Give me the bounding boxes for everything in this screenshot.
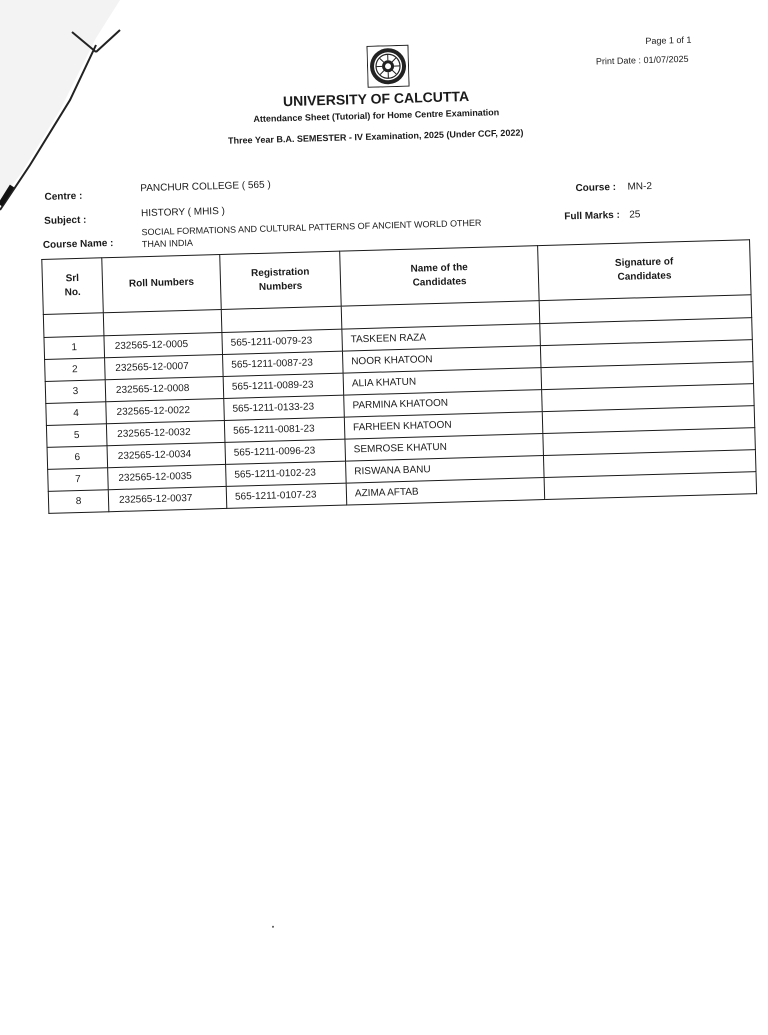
course-name-label: Course Name :	[42, 237, 114, 251]
cell-registration: 565-1211-0079-23	[222, 329, 343, 354]
col-header-name-line2: Candidates	[412, 276, 467, 289]
cell-signature	[544, 472, 757, 500]
cell-srl: 2	[45, 358, 106, 382]
full-marks-label: Full Marks :	[564, 209, 621, 223]
cell-srl: 8	[48, 490, 109, 514]
cell-srl: 3	[45, 380, 106, 404]
exam-title: Three Year B.A. SEMESTER - IV Examination, 2025 (Under CCF, 2022)	[227, 127, 524, 146]
col-header-reg-line1: Registration	[250, 266, 310, 280]
col-header-srl-line2: No.	[64, 286, 81, 299]
sheet-subtitle: Attendance Sheet (Tutorial) for Home Centre Examination	[253, 107, 500, 125]
print-date	[596, 54, 689, 67]
centre-label: Centre :	[44, 190, 83, 203]
col-header-srl-line1: Srl	[65, 272, 80, 285]
attendance-table	[41, 239, 757, 514]
cell-srl: 5	[46, 424, 107, 448]
cell-roll: 232565-12-0008	[105, 376, 224, 401]
col-header-name-line1: Name of the	[410, 262, 468, 275]
col-header-name	[340, 246, 539, 307]
print-date-value: 01/07/2025	[643, 53, 689, 66]
cell-candidate-name: RISWANA BANU	[346, 456, 545, 484]
full-marks-value: 25	[629, 209, 641, 221]
cell-srl: 1	[44, 336, 105, 360]
cell-candidate-name: ALIA KHATUN	[343, 368, 542, 396]
cell-roll: 232565-12-0037	[108, 486, 227, 511]
cell-registration: 565-1211-0133-23	[224, 395, 345, 420]
cell-candidate-name: PARMINA KHATOON	[344, 390, 543, 418]
cell-roll: 232565-12-0007	[105, 354, 224, 379]
col-header-sig-line1: Signature of	[614, 256, 674, 269]
subject-value: HISTORY ( MHIS )	[140, 205, 226, 220]
cell-candidate-name: AZIMA AFTAB	[346, 478, 545, 506]
cell-candidate-name: TASKEEN RAZA	[342, 324, 541, 352]
cell-roll: 232565-12-0032	[106, 420, 225, 445]
col-header-registration	[220, 251, 341, 309]
col-header-roll: Roll Numbers	[102, 255, 221, 313]
university-title: UNIVERSITY OF CALCUTTA	[282, 88, 470, 110]
cell-candidate-name: SEMROSE KHATUN	[345, 434, 544, 462]
course-name-value: SOCIAL FORMATIONS AND CULTURAL PATTERNS OF ANCIENT WORLD OTHER THAN INDIA	[141, 217, 482, 250]
cell-srl: 7	[48, 468, 109, 492]
subject-label: Subject :	[44, 214, 87, 227]
col-header-reg-line2: Numbers	[258, 280, 303, 293]
cell-registration: 565-1211-0096-23	[225, 439, 346, 464]
cell-roll: 232565-12-0005	[104, 332, 223, 357]
cell-registration: 565-1211-0087-23	[223, 351, 344, 376]
course-value: MN-2	[627, 180, 653, 193]
col-header-srl	[42, 258, 104, 315]
cell-registration: 565-1211-0102-23	[226, 461, 347, 486]
cell-candidate-name: FARHEEN KHATOON	[344, 412, 543, 440]
paper-speck	[272, 926, 274, 928]
cell-registration: 565-1211-0107-23	[226, 483, 347, 508]
page-number: Page 1 of 1	[645, 34, 692, 47]
centre-value: PANCHUR COLLEGE ( 565 )	[140, 179, 271, 195]
col-header-signature	[538, 240, 751, 301]
cell-registration: 565-1211-0089-23	[223, 373, 344, 398]
cell-candidate-name: NOOR KHATOON	[342, 346, 541, 374]
cell-roll: 232565-12-0034	[107, 442, 226, 467]
cell-roll: 232565-12-0035	[108, 464, 227, 489]
course-label: Course :	[575, 181, 617, 195]
cell-roll: 232565-12-0022	[106, 398, 225, 423]
university-seal-icon	[366, 45, 409, 88]
print-date-label: Print Date :	[595, 55, 642, 67]
cell-registration: 565-1211-0081-23	[224, 417, 345, 442]
col-header-sig-line2: Candidates	[617, 270, 672, 283]
cell-srl: 6	[47, 446, 108, 470]
cell-srl: 4	[46, 402, 107, 426]
